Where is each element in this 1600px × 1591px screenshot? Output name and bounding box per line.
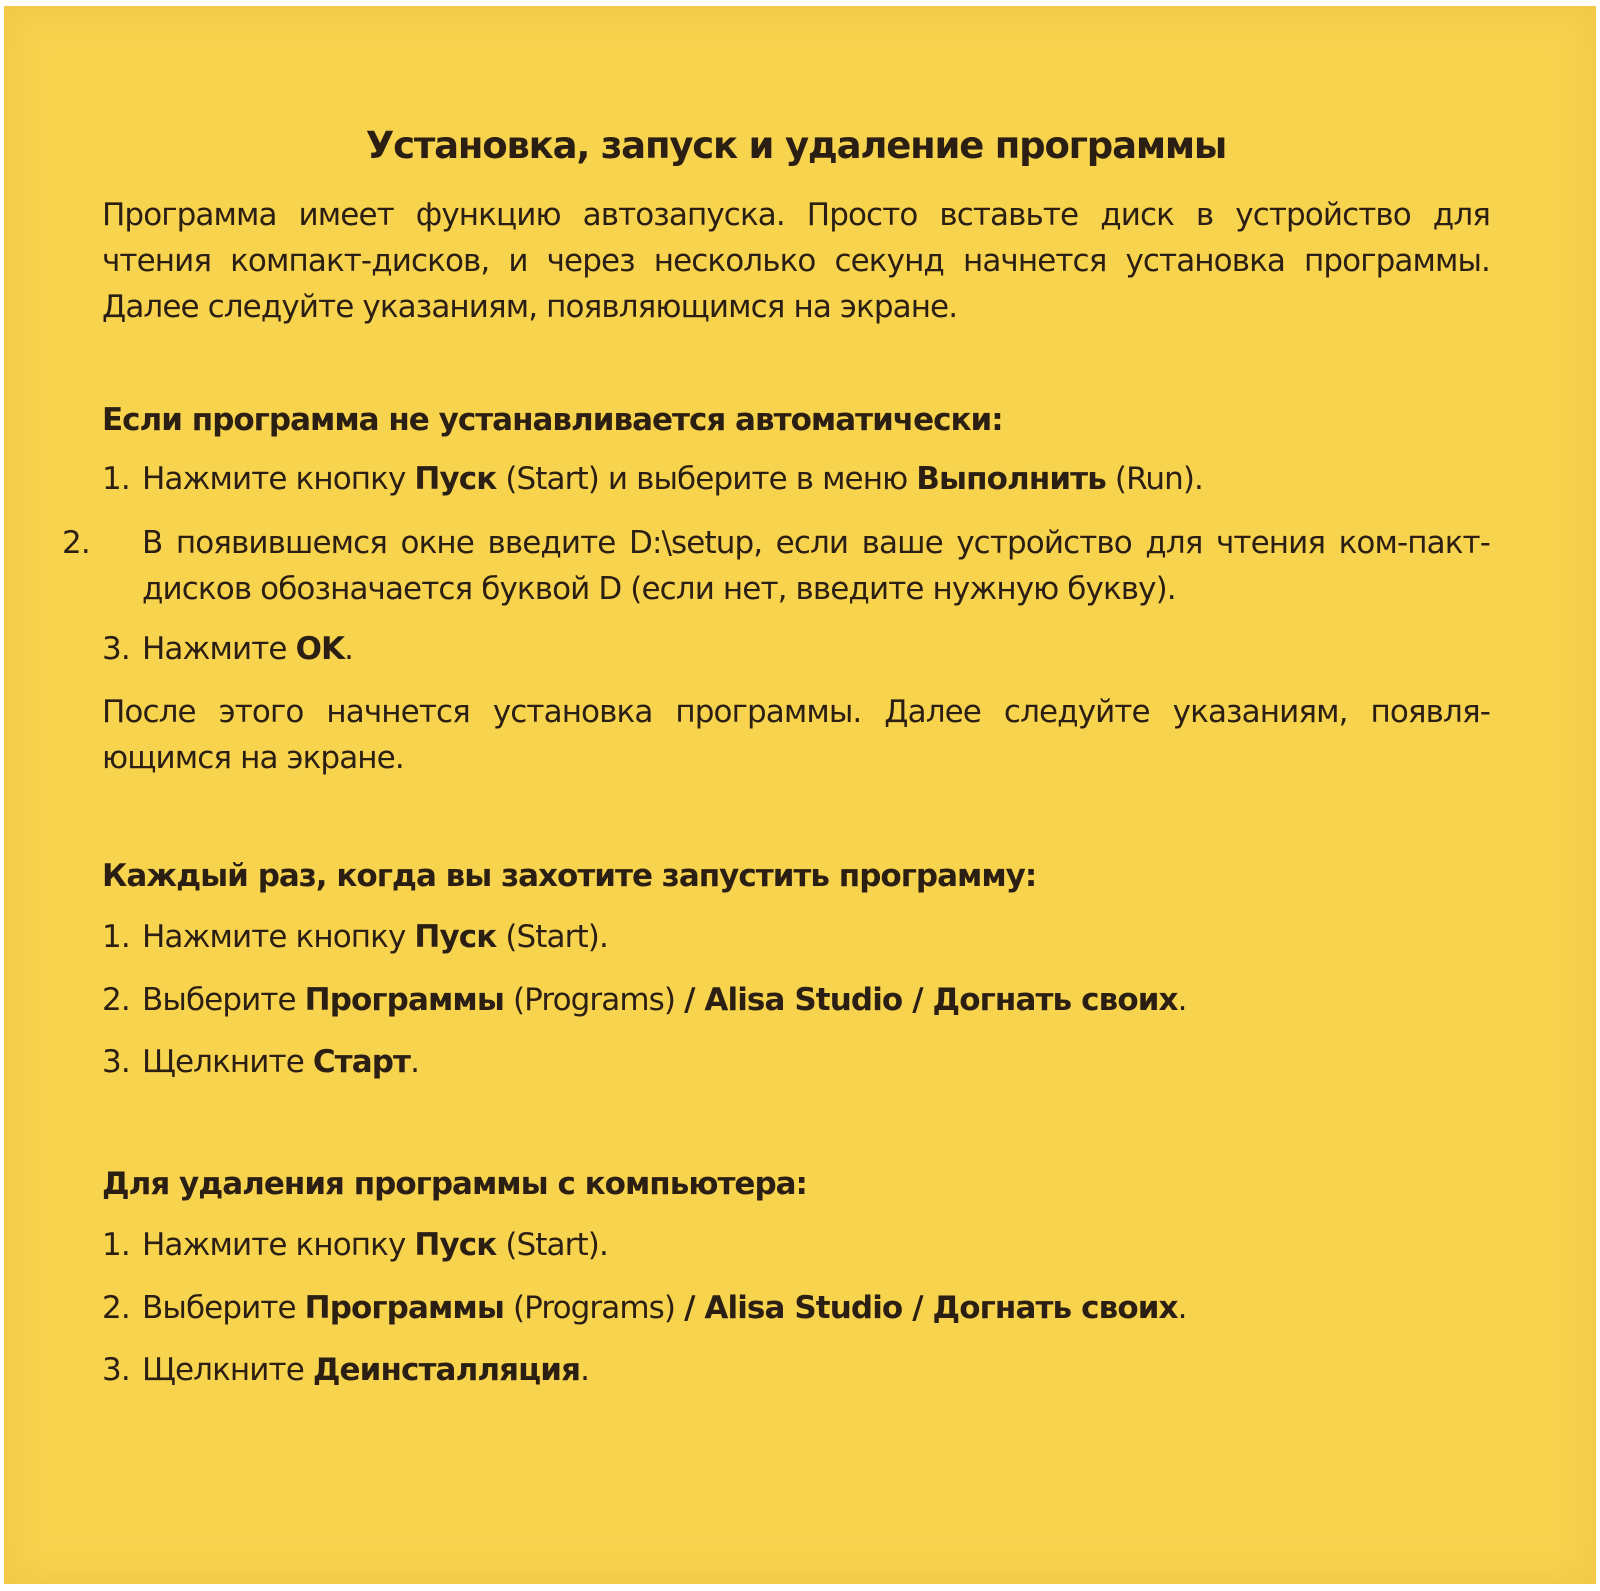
uninstall-step-2	[102, 1285, 1490, 1331]
booklet-page	[4, 6, 1596, 1584]
step-text: Выберите	[142, 982, 305, 1018]
step-text: В появившемся окне введите D:\setup, если ваше устройство для чтения ком-пакт-дисков обозначается буквой D (если нет, введите нужную букву).	[142, 525, 1490, 607]
step-text: (Programs)	[504, 982, 685, 1018]
step-text: Нажмите кнопку	[142, 919, 415, 955]
step-number: 1.	[102, 919, 130, 955]
step-number: 2.	[102, 1290, 130, 1326]
step-text: .	[344, 631, 354, 667]
intro-paragraph: Программа имеет функцию автозапуска. Просто вставьте диск в устройство для чтения компакт-дисков, и через несколько секунд начнется установка программы. Далее следуйте указаниям, появляющимся на экране.	[102, 197, 1490, 325]
step-bold-text: OK	[295, 631, 345, 667]
step-text: Нажмите	[142, 631, 296, 667]
step-bold-text: Программы	[304, 1290, 505, 1326]
step-number: 3.	[102, 1044, 130, 1080]
launch-heading: Каждый раз, когда вы захотите запустить программу:	[102, 858, 1037, 894]
install-step-1	[102, 456, 1490, 502]
step-number: 2.	[102, 982, 130, 1018]
step-bold-text: / Alisa Studio / Догнать своих	[684, 982, 1178, 1018]
step-bold-text: Пуск	[414, 461, 497, 497]
step-text: Щелкните	[142, 1352, 313, 1388]
step-text: (Programs)	[504, 1290, 685, 1326]
launch-step-2	[102, 977, 1490, 1023]
step-bold-text: Программы	[304, 982, 505, 1018]
step-text: (Start) и выберите в меню	[496, 461, 917, 497]
step-text: Нажмите кнопку	[142, 1227, 415, 1263]
step-number: 2.	[62, 525, 90, 561]
install-step-2	[62, 520, 1490, 612]
step-bold-text: Пуск	[414, 1227, 497, 1263]
page-title: Установка, запуск и удаление программы	[365, 124, 1227, 167]
step-text: .	[1177, 1290, 1187, 1326]
step-bold-text: Пуск	[414, 919, 497, 955]
step-text: .	[410, 1044, 420, 1080]
step-text: Выберите	[142, 1290, 305, 1326]
install-step-3	[102, 626, 1490, 672]
step-text: (Run).	[1105, 461, 1203, 497]
launch-step-3	[102, 1039, 1490, 1085]
install-heading: Если программа не устанавливается автоматически:	[102, 402, 1003, 438]
step-text: (Start).	[496, 1227, 608, 1263]
step-text: Нажмите кнопку	[142, 461, 415, 497]
step-text: (Start).	[496, 919, 608, 955]
step-number: 1.	[102, 1227, 130, 1263]
step-text: Щелкните	[142, 1044, 313, 1080]
uninstall-step-1	[102, 1222, 1490, 1268]
uninstall-step-3	[102, 1347, 1490, 1393]
install-after-paragraph: После этого начнется установка программы. Далее следуйте указаниям, появля-ющимся на экране.	[102, 694, 1490, 776]
step-text: .	[1177, 982, 1187, 1018]
step-number: 1.	[102, 461, 130, 497]
step-bold-text: / Alisa Studio / Догнать своих	[684, 1290, 1178, 1326]
step-number: 3.	[102, 1352, 130, 1388]
step-bold-text: Деинсталляция	[312, 1352, 581, 1388]
launch-step-1	[102, 914, 1490, 960]
step-number: 3.	[102, 631, 130, 667]
step-bold-text: Старт	[312, 1044, 411, 1080]
step-text: .	[580, 1352, 590, 1388]
step-bold-text: Выполнить	[916, 461, 1106, 497]
uninstall-heading: Для удаления программы с компьютера:	[102, 1166, 807, 1202]
